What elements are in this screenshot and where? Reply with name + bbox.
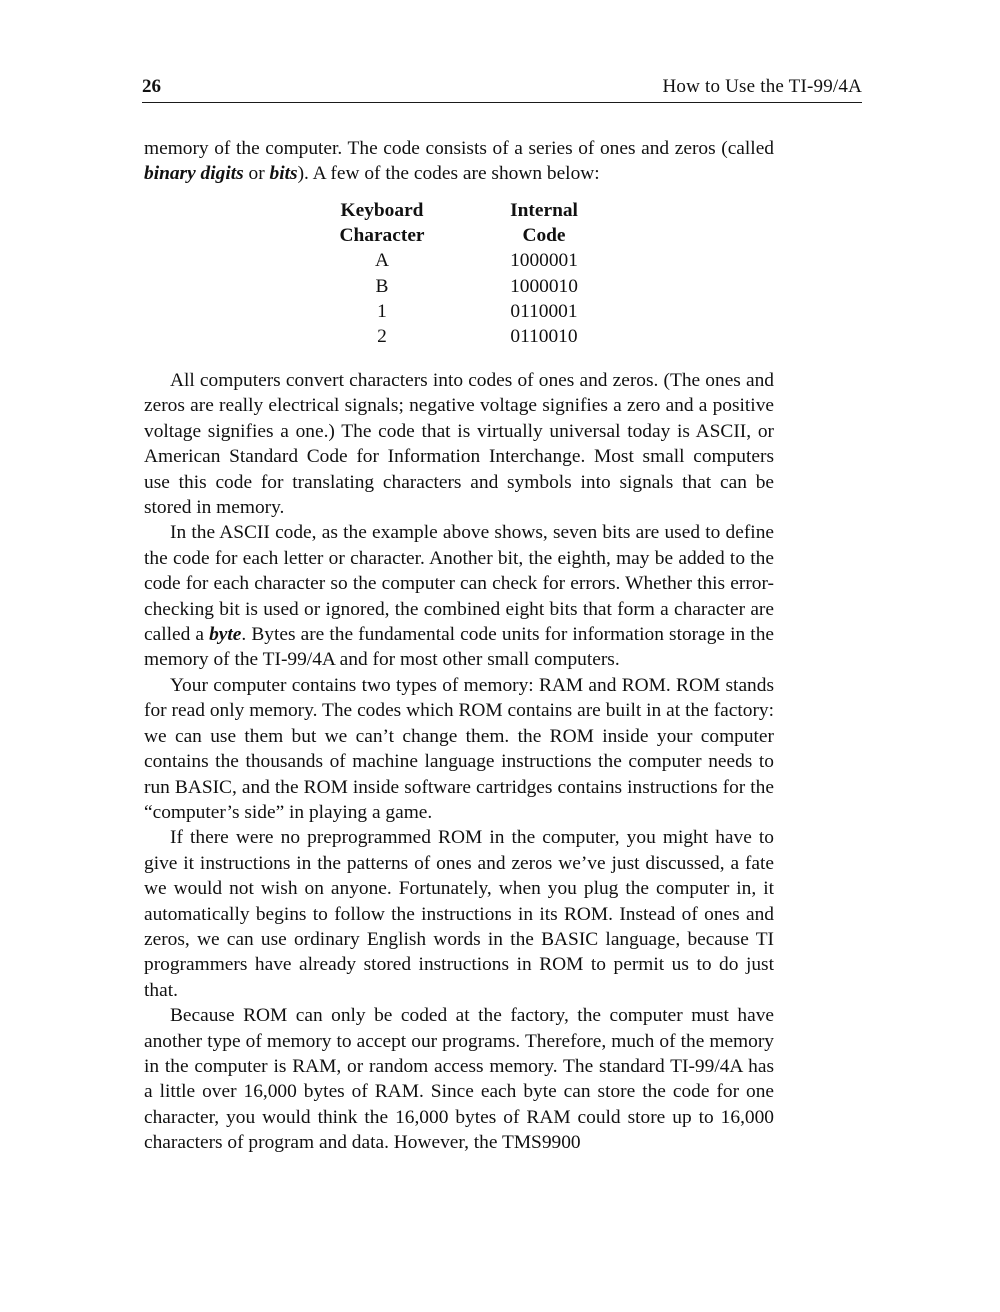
term-byte: byte bbox=[209, 624, 242, 646]
code-cell: 0110010 bbox=[510, 326, 578, 348]
table-row bbox=[320, 274, 594, 299]
running-title: How to Use the TI-99/4A bbox=[662, 76, 862, 97]
character-code-table bbox=[320, 198, 594, 349]
character-cell: 2 bbox=[377, 326, 387, 348]
page-number: 26 bbox=[142, 76, 161, 97]
header-keyboard: Keyboard Character bbox=[339, 200, 425, 247]
intro-text: memory of the computer. The code consists of a series of ones and zeros (called bbox=[144, 138, 774, 159]
term-binary-digits: binary digits bbox=[144, 163, 244, 185]
paragraph-byte: In the ASCII code, as the example above shows, seven bits are used to define the code for each letter or character. Another bit, the eighth, may be added to the code for each character so the computer can check for errors. Whether this error-checking bit is used or ignored, the combined eight bits that form a character are called a byte. Bytes are the fundamental code units for information storage in the memory of the TI-99/4A and for most other small computers. bbox=[144, 522, 774, 671]
page-header bbox=[142, 76, 862, 103]
table-row bbox=[320, 299, 594, 324]
body-text bbox=[144, 368, 774, 1156]
paragraph-ascii: All computers convert characters into codes of ones and zeros. (The ones and zeros are really electrical signals; negative voltage signifies a zero and a positive voltage signifies a one.) The code that is virtually universal today is ASCII, or American Standard Code for Information Interchange. Most small computers use this code for translating characters and symbols into signals that can be stored in memory. bbox=[144, 370, 774, 519]
paragraph-ram-rom: Your computer contains two types of memory: RAM and ROM. ROM stands for read only memory. The codes which ROM contains are built in at the factory: we can use them but we can’t change them. the ROM inside your computer contains the thousands of machine language instructions the computer needs to run BASIC, and the ROM inside software cartridges contains instructions for the “computer’s side” in playing a game. bbox=[144, 674, 774, 823]
term-bits: bits bbox=[269, 163, 298, 185]
code-cell: 1000001 bbox=[510, 250, 578, 272]
table-row bbox=[320, 324, 594, 349]
character-cell: A bbox=[374, 250, 389, 272]
header-internal-code: Internal Code bbox=[510, 200, 578, 247]
paragraph-ram: Because ROM can only be coded at the factory, the computer must have another type of memory to accept our programs. Therefore, much of the memory in the computer is RAM, or random access memory. The standard TI-99/4A has a little over 16,000 bytes of RAM. Since each byte can store the code for one character, you would think the 16,000 bytes of RAM could store up to 16,000 characters of program and data. However, the TMS9900 bbox=[144, 1005, 774, 1154]
character-cell: 1 bbox=[377, 300, 387, 322]
table-row bbox=[320, 248, 594, 273]
code-cell: 1000010 bbox=[510, 275, 578, 297]
intro-text-end: ). A few of the codes are shown below: bbox=[297, 163, 600, 185]
code-cell: 0110001 bbox=[510, 300, 578, 322]
character-cell: B bbox=[375, 275, 389, 297]
intro-or: or bbox=[243, 163, 270, 185]
intro-paragraph bbox=[144, 136, 774, 187]
paragraph-preprogrammed-rom: If there were no preprogrammed ROM in the computer, you might have to give it instructions in the patterns of ones and zeros we’ve just discussed, a fate we would not wish on anyone. Fortunately, when you plug the computer in, it automatically begins to follow the instructions in its ROM. Instead of ones and zeros, we can use ordinary English words in the BASIC language, because TI programmers have already stored instructions in ROM to permit us to do just that. bbox=[144, 827, 774, 1001]
